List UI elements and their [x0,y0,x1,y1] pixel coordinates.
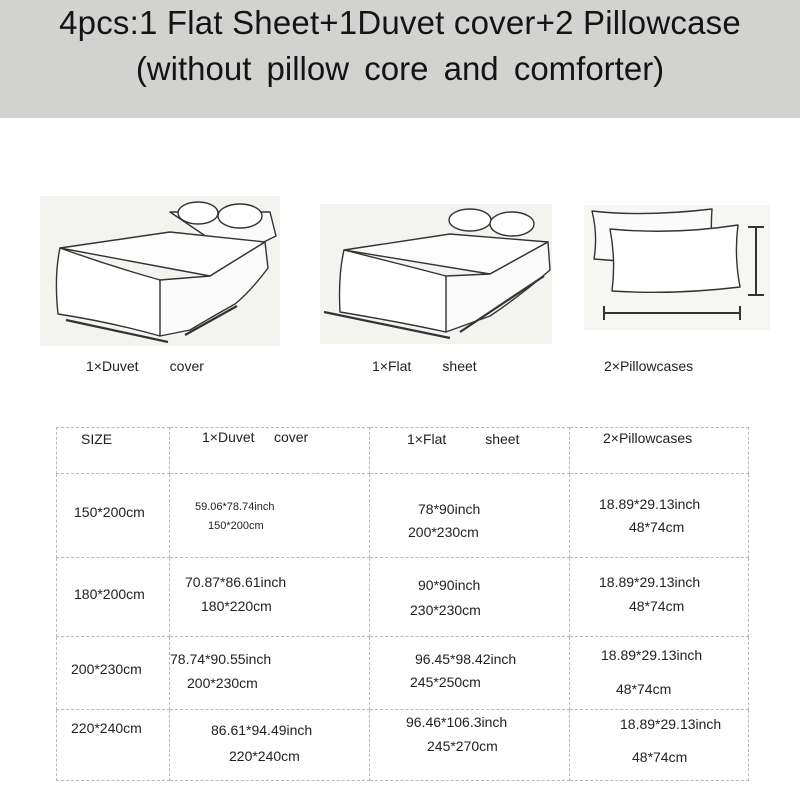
table-row [57,710,749,781]
header-pillowcases: 2×Pillowcases [603,430,693,446]
duvet-cm: 220*240cm [229,748,300,764]
caption-pillowcases: 2×Pillowcases [604,358,694,374]
table-row [57,637,749,710]
banner-subtitle: (without pillow core and comforter) [135,50,665,87]
flat-inch: 96.45*98.42inch [415,651,517,667]
pillowcase-icon [584,205,770,330]
flat-inch: 90*90inch [418,577,481,593]
duvet-cover-bed-icon [40,196,280,346]
header-duvet-cover: 1×Duvet cover [202,429,309,445]
caption-flat-sheet: 1×Flat sheet [372,358,477,374]
duvet-inch: 70.87*86.61inch [185,574,287,590]
duvet-inch: 86.61*94.49inch [211,722,313,738]
flat-inch: 96.46*106.3inch [406,714,508,730]
pillow-inch: 18.89*29.13inch [599,496,701,512]
table-row [57,558,749,637]
pillow-inch: 18.89*29.13inch [620,716,722,732]
size-cell: 150*200cm [74,504,145,520]
pillow-cm: 48*74cm [629,519,685,535]
table-row [57,474,749,558]
pillow-cm: 48*74cm [616,681,672,697]
size-cell: 200*230cm [71,661,142,677]
size-table [56,427,749,781]
header-flat-sheet: 1×Flat sheet [407,431,520,447]
duvet-cm: 150*200cm [208,520,264,532]
banner-title: 4pcs:1 Flat Sheet+1Duvet cover+2 Pillowcase [59,4,741,41]
duvet-cm: 180*220cm [201,598,272,614]
header-size: SIZE [81,431,113,447]
caption-duvet-cover: 1×Duvet cover [86,358,204,374]
pillow-cm: 48*74cm [629,598,685,614]
pillow-inch: 18.89*29.13inch [601,647,703,663]
duvet-inch: 78.74*90.55inch [170,651,272,667]
duvet-inch: 59.06*78.74inch [195,501,275,513]
flat-inch: 78*90inch [418,501,481,517]
flat-sheet-bed-icon [320,204,552,344]
title-banner [0,0,800,118]
table-header-row [57,428,749,474]
pillow-cm: 48*74cm [632,749,688,765]
size-cell: 220*240cm [71,720,142,736]
flat-cm: 245*270cm [427,738,498,754]
flat-cm: 230*230cm [410,602,481,618]
flat-cm: 200*230cm [408,524,479,540]
size-cell: 180*200cm [74,586,145,602]
duvet-cm: 200*230cm [187,675,258,691]
pillow-inch: 18.89*29.13inch [599,574,701,590]
flat-cm: 245*250cm [410,674,481,690]
